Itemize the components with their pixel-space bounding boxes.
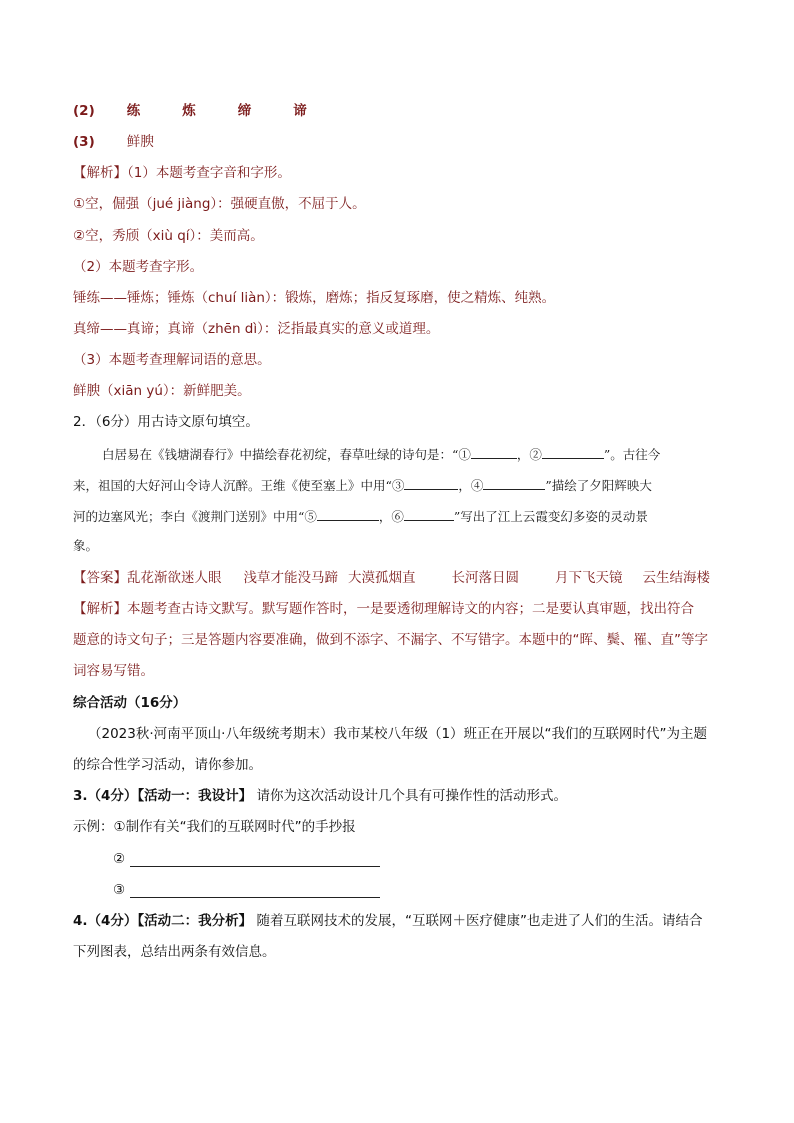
analysis-line: 鲜腴（xiān yú）：新鲜肥美。 (73, 383, 251, 399)
blank-label-3: ③ (113, 882, 126, 898)
intro-line-2: 的综合性学习活动，请你参加。 (73, 757, 262, 773)
poem-text: 河的边塞风光；李白《渡荆门送别》中用“⑤ (73, 509, 317, 524)
analysis-tag: 【解析】 (73, 601, 127, 617)
question-2-title: 2．（6分）用古诗文原句填空。 (73, 414, 259, 430)
fill-blank[interactable] (317, 505, 379, 521)
poem-line-3 (73, 505, 648, 527)
analysis-2-line-1 (73, 599, 694, 619)
fill-blank[interactable] (542, 443, 604, 459)
question-3-text: 请你为这次活动设计几个具有可操作性的活动形式。 (252, 788, 567, 804)
answer-item: 大漠孤烟直 (348, 570, 416, 586)
analysis-2-line-2: 题意的诗文句子；三是答题内容要准确，做到不添字、不漏字、不写错字。本题中的“晖、鬓、罹、直”等字 (73, 632, 708, 648)
answer-item: 乱花渐欲迷人眼 (127, 570, 222, 586)
fill-blank[interactable] (404, 474, 458, 490)
analysis-text: 本题考查古诗文默写。默写题作答时，一是要透彻理解诗文的内容；二是要认真审题，找出符合 (127, 601, 694, 617)
question-4-head: 4.（4分）【活动二：我分析】 (73, 913, 253, 929)
analysis-line: ①空，倔强（jué jiàng）：强硬直傲，不屈于人。 (73, 196, 366, 212)
poem-line-1 (102, 443, 660, 465)
analysis-text: （1）本题考查字音和字形。 (127, 165, 291, 181)
analysis-tag: 【解析】 (73, 165, 127, 181)
question-4-line-2: 下列图表，总结出两条有效信息。 (73, 944, 276, 960)
answer-blank-2[interactable] (130, 866, 380, 867)
analysis-line: 真缔——真谛；真谛（zhēn dì）：泛指最真实的意义或道理。 (73, 321, 440, 337)
analysis-2-line-3: 词容易写错。 (73, 663, 154, 679)
section-title: 综合活动（16分） (73, 695, 187, 711)
answer-word: 谛 (293, 103, 307, 119)
analysis-heading (73, 163, 291, 183)
analysis-line: （2）本题考查字形。 (73, 259, 204, 275)
answer-word: 炼 (182, 103, 196, 119)
answer-line-2 (73, 101, 307, 121)
answer-line-3 (73, 132, 154, 152)
answer-item: 云生结海楼 (642, 570, 710, 586)
poem-text: ，④ (458, 478, 484, 493)
poem-text: ”。古往今 (603, 447, 661, 462)
poem-text: ，② (516, 447, 542, 462)
analysis-line: （3）本题考查理解词语的意思。 (73, 352, 271, 368)
poem-text: ，⑥ (378, 509, 404, 524)
question-4 (73, 911, 702, 931)
fill-blank[interactable] (404, 505, 454, 521)
answer-word: 鲜腴 (126, 134, 154, 150)
answer-block (73, 568, 710, 588)
blank-label-2: ② (113, 851, 126, 867)
analysis-line: ②空，秀颀（xiù qí）：美而高。 (73, 228, 264, 244)
poem-line-2 (73, 474, 652, 496)
poem-text: ”描绘了夕阳辉映大 (545, 478, 652, 493)
answer-item: 月下飞天镜 (555, 570, 623, 586)
question-3-head: 3.（4分）【活动一：我设计】 (73, 788, 253, 804)
item-number: (3) (73, 134, 95, 150)
analysis-line: 锤练——锤炼；锤炼（chuí liàn）：锻炼，磨炼；指反复琢磨，使之精炼、纯熟。 (73, 290, 556, 306)
answer-word: 练 (126, 103, 141, 119)
intro-line-1: （2023秋·河南平顶山·八年级统考期末）我市某校八年级（1）班正在开展以“我们的互联网时代”为主题 (88, 726, 708, 742)
poem-line-4: 象。 (73, 538, 99, 553)
poem-text: 来，祖国的大好河山令诗人沉醉。王维《使至塞上》中用“③ (73, 478, 405, 493)
answer-word: 缔 (237, 103, 252, 119)
question-4-text: 随着互联网技术的发展，“互联网＋医疗健康”也走进了人们的生活。请结合 (252, 913, 703, 929)
answer-item: 浅草才能没马蹄 (243, 570, 338, 586)
fill-blank[interactable] (471, 443, 517, 459)
answer-item: 长河落日圆 (451, 570, 519, 586)
answer-tag: 【答案】 (73, 570, 127, 586)
item-number: (2) (73, 103, 95, 119)
poem-text: 白居易在《钱塘湖春行》中描绘春花初绽，春草吐绿的诗句是：“① (102, 447, 471, 462)
answer-blank-3[interactable] (130, 897, 380, 898)
question-3 (73, 786, 567, 806)
poem-text: ”写出了江上云霞变幻多姿的灵动景 (453, 509, 648, 524)
example-line: 示例：①制作有关“我们的互联网时代”的手抄报 (73, 819, 356, 835)
fill-blank[interactable] (483, 474, 545, 490)
